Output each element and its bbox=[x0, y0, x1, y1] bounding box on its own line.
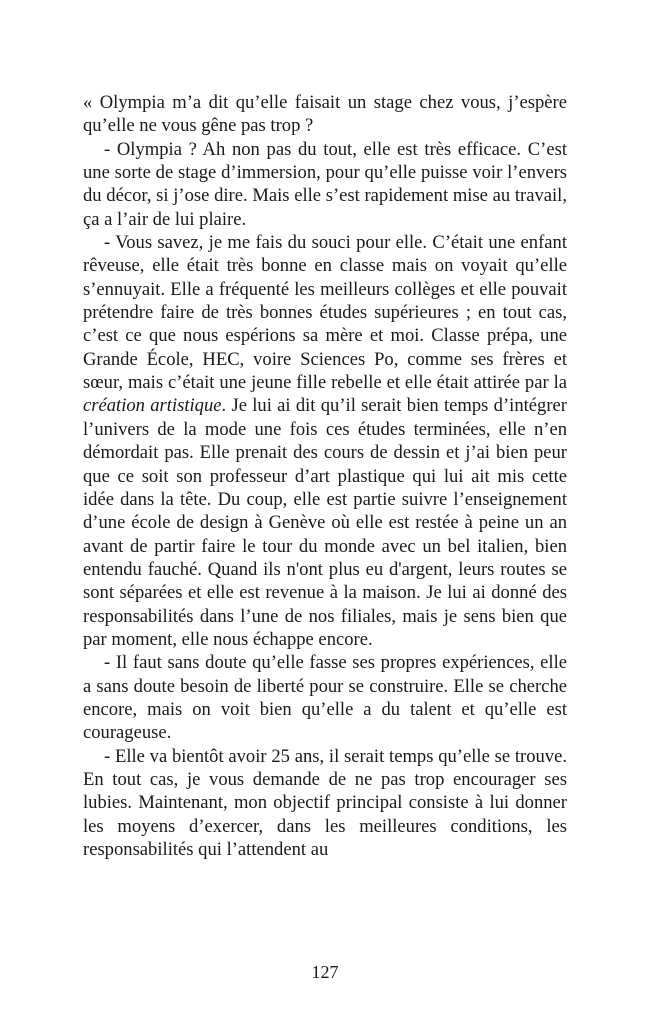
paragraph-3 bbox=[83, 231, 567, 651]
paragraph-text: - Olympia ? Ah non pas du tout, elle est très efficace. C’est une sorte de stage d’immersion, pour qu’elle puisse voir l’envers du décor, si j’ose dire. Mais elle s’est rapidement mise au travail, ça a l’air de lui plaire. bbox=[83, 138, 567, 230]
paragraph-text: « Olympia m’a dit qu’elle faisait un stage chez vous, j’espère qu’elle ne vous gêne pas trop ? bbox=[83, 92, 567, 137]
paragraph-2 bbox=[83, 138, 567, 231]
paragraph-text: . Je lui ai dit qu’il serait bien temps d’intégrer l’univers de la mode une fois ces études terminées, elle n’en démordait pas. Elle prenait des cours de dessin et j’ai bien peur que ce soit son professeur d’art plastique qui lui ait mis cette idée dans la tête. Du coup, elle est partie suivre l’enseignement d’une école de design à Genève où elle est restée à peine un an avant de partir faire le tour du monde avec un bel italien, bien entendu fauché. Quand ils n'ont plus eu d'argent, leurs routes se sont séparées et elle est revenue à la maison. Je lui ai donné des responsabilités dans l’une de nos filiales, mais je sens bien que par moment, elle nous échappe encore. bbox=[83, 395, 567, 650]
paragraph-text: - Il faut sans doute qu’elle fasse ses propres expériences, elle a sans doute besoin de liberté pour se construire. Elle se cherche encore, mais on voit bien qu’elle a du talent et qu’elle est courageuse. bbox=[83, 652, 567, 744]
paragraph-text: - Elle va bientôt avoir 25 ans, il serait temps qu’elle se trouve. En tout cas, je vous demande de ne pas trop encourager ses lubies. Maintenant, mon objectif principal consiste à lui donner les moyens d’exercer, dans les meilleures conditions, les responsabilités qui l’attendent au bbox=[83, 745, 567, 860]
paragraph-1 bbox=[83, 91, 567, 138]
paragraph-4 bbox=[83, 651, 567, 744]
paragraph-text: - Vous savez, je me fais du souci pour elle. C’était une enfant rêveuse, elle était très bonne en classe mais on voyait qu’elle s’ennuyait. Elle a fréquenté les meilleurs collèges et elle pouvait prétendre faire de très bonnes études supérieures ; en tout cas, c’est ce que nous espérions sa mère et moi. Classe prépa, une Grande École, HEC, voire Sciences Po, comme ses frères et sœur, mais c’était une jeune fille rebelle et elle était attirée par la bbox=[83, 232, 567, 394]
paragraph-5 bbox=[83, 745, 567, 862]
page-number: 127 bbox=[311, 962, 339, 982]
italic-phrase: création artistique bbox=[83, 395, 222, 417]
page-body bbox=[83, 91, 567, 861]
